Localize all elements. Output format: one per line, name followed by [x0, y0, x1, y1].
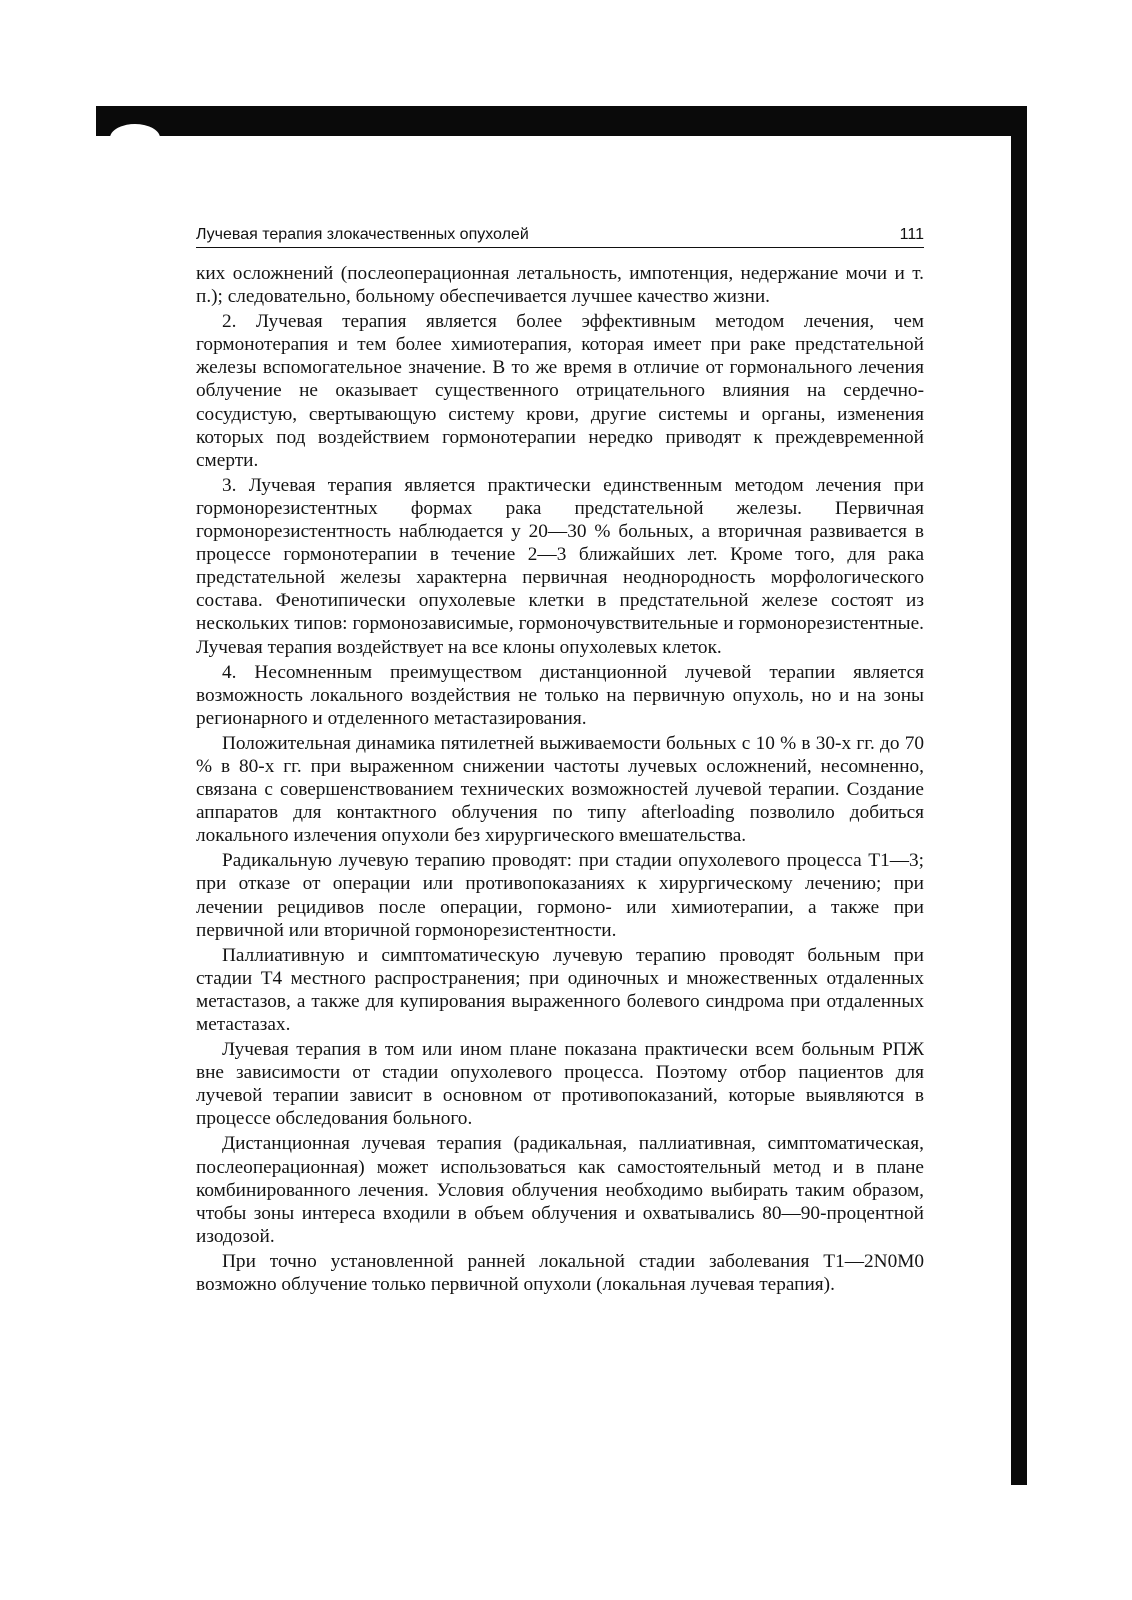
- running-header: [196, 221, 924, 248]
- paragraph-1: ких осложнений (послеоперационная летальность, импотенция, недержание мочи и т. п.); следовательно, больному обеспечивается лучшее качество жизни.: [196, 263, 924, 308]
- paragraph-9: Дистанционная лучевая терапия (радикальная, паллиативная, симптоматическая, послеоперационная) может использоваться как самостоятельный метод и в плане комбинированного лечения. Условия облучения необходимо выбирать таким образом, чтобы зоны интереса входили в объем облучения и охватывались 80—90-процентной изодозой.: [196, 1133, 924, 1247]
- paragraph-2: 2. Лучевая терапия является более эффективным методом лечения, чем гормонотерапия и тем более химиотерапия, которая имеет при раке предстательной железы вспомогательное значение. В то же время в отличие от гормонального лечения облучение не оказывает существенного отрицательного влияния на сердечно-сосудистую, свертывающую систему крови, другие системы и органы, изменения которых под воздействием гормонотерапии нередко приводят к преждевременной смерти.: [196, 311, 924, 471]
- paragraph-7: Паллиативную и симптоматическую лучевую терапию проводят больным при стадии Т4 местного распространения; при одиночных и множественных отдаленных метастазов, а также для купирования выраженного болевого синдрома при отдаленных метастазах.: [196, 944, 924, 1035]
- paragraph-6: Радикальную лучевую терапию проводят: при стадии опухолевого процесса Т1—3; при отказе от операции или противопоказаниях к хирургическому лечению; при лечении рецидивов после операции, гормоно- или химиотерапии, а также при первичной или вторичной гормонорезистентности.: [196, 850, 924, 941]
- scan-border-right: [1011, 130, 1027, 1485]
- body-text: [196, 262, 924, 1298]
- paragraph-8: Лучевая терапия в том или ином плане показана практически всем больным РПЖ вне зависимости от стадии опухолевого процесса. Поэтому отбор пациентов для лучевой терапии зависит в основном от противопоказаний, которые выявляются в процессе обследования больного.: [196, 1039, 924, 1130]
- paragraph-10: При точно установленной ранней локальной стадии заболевания Т1—2N0M0 возможно облучение только первичной опухоли (локальная лучевая терапия).: [196, 1250, 924, 1296]
- paragraph-3: 3. Лучевая терапия является практически единственным методом лечения при гормонорезистентных формах рака предстательной железы. Первичная гормонорезистентность наблюдается у 20—30 % больных, а вторичная развивается в процессе гормонотерапии в течение 2—3 ближайших лет. Кроме того, для рака предстательной железы характерна первичная неоднородность морфологического состава. Фенотипически опухолевые клетки в предстательной железе состоят из нескольких типов: гормонозависимые, гормоночувствительные и гормонорезистентные. Лучевая терапия воздействует на все клоны опухолевых клеток.: [196, 474, 924, 658]
- running-title: Лучевая терапия злокачественных опухолей: [196, 226, 529, 243]
- paragraph-5: Положительная динамика пятилетней выживаемости больных с 10 % в 30-х гг. до 70 % в 80-х гг. при выраженном снижении частоты лучевых осложнений, несомненно, связана с совершенствованием технических возможностей лучевой терапии. Создание аппаратов для контактного облучения по типу afterloading позволило добиться локального излечения опухоли без хирургического вмешательства.: [196, 732, 924, 847]
- paragraph-4: 4. Несомненным преимуществом дистанционной лучевой терапии является возможность локального воздействия не только на первичную опухоль, но и на зоны регионарного и отделенного метастазирования.: [196, 661, 924, 729]
- page-number: 111: [899, 226, 924, 243]
- scan-border-top: [96, 106, 1027, 136]
